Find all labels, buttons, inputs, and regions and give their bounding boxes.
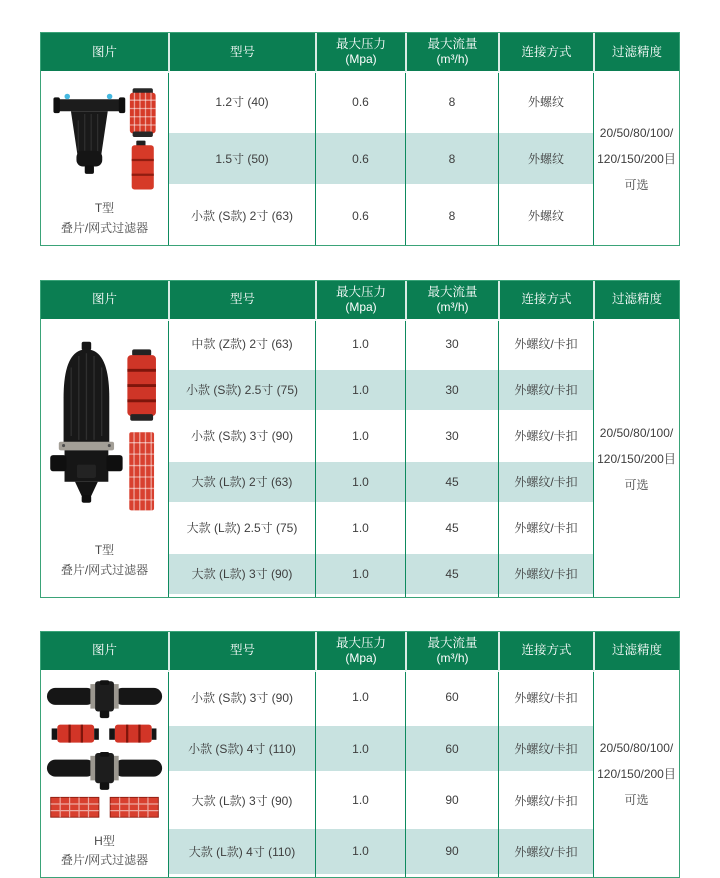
- product-name-label: 叠片/网式过滤器: [60, 853, 149, 868]
- header-cell-connection: [498, 281, 593, 321]
- table-row: [41, 321, 679, 367]
- precision-line: 120/150/200目: [597, 451, 676, 466]
- connection-cell: 外螺纹/卡扣: [498, 551, 593, 597]
- product-name-label: 叠片/网式过滤器: [60, 220, 149, 235]
- header-label: 过滤精度: [611, 643, 662, 658]
- precision-line: 120/150/200目: [597, 767, 676, 782]
- connection-cell: 外螺纹/卡扣: [498, 321, 593, 367]
- max-flow-cell: 30: [405, 367, 498, 413]
- header-label: 最大流量: [427, 37, 478, 52]
- table-row: [41, 73, 679, 130]
- connection-cell: 外螺纹/卡扣: [498, 826, 593, 877]
- max-flow-cell: 45: [405, 551, 498, 597]
- header-label: 最大流量: [427, 284, 478, 299]
- header-row: [41, 33, 679, 73]
- model-cell: 小款 (S款) 4寸 (110): [168, 723, 315, 774]
- header-cell-connection: [498, 632, 593, 672]
- spec-table-h-type: [40, 631, 680, 878]
- precision-cell: [593, 321, 679, 597]
- max-pressure-cell: 1.0: [315, 413, 405, 459]
- connection-cell: 外螺纹/卡扣: [498, 367, 593, 413]
- precision-line: 20/50/80/100/: [599, 425, 674, 440]
- header-row: [41, 632, 679, 672]
- product-caption: [61, 832, 148, 872]
- connection-cell: 外螺纹/卡扣: [498, 774, 593, 825]
- t-type-small-filter-image: [53, 79, 157, 195]
- red-disc-cartridge: [127, 349, 156, 420]
- header-cell-max-flow: [405, 33, 498, 73]
- header-cell-precision: [593, 632, 679, 672]
- header-cell-model: [168, 632, 315, 672]
- connection-cell: 外螺纹/卡扣: [498, 459, 593, 505]
- connection-cell: 外螺纹: [498, 73, 593, 130]
- header-cell-max-pressure: [315, 632, 405, 672]
- model-cell: 大款 (L款) 3寸 (90): [168, 551, 315, 597]
- header-label: 最大压力: [335, 37, 386, 52]
- model-cell: 1.2寸 (40): [168, 73, 315, 130]
- product-type-label: T型: [94, 542, 115, 557]
- header-label: 连接方式: [521, 44, 572, 59]
- header-cell-model: [168, 281, 315, 321]
- max-flow-cell: 60: [405, 723, 498, 774]
- spec-table-t-type-small: [40, 32, 680, 246]
- max-pressure-cell: 0.6: [315, 130, 405, 187]
- max-pressure-cell: 1.0: [315, 672, 405, 723]
- red-mesh-screens: [50, 797, 158, 817]
- t-type-large-filter-image: [50, 337, 160, 537]
- header-label: 连接方式: [521, 292, 572, 307]
- header-cell-image: [41, 632, 168, 672]
- header-row: [41, 281, 679, 321]
- max-pressure-cell: 0.6: [315, 187, 405, 244]
- header-unit: (m³/h): [436, 52, 469, 67]
- t-filter-large-body: [50, 342, 122, 503]
- max-flow-cell: 90: [405, 826, 498, 877]
- red-disc-cartridges: [51, 724, 156, 742]
- red-mesh-screen: [129, 432, 154, 510]
- precision-line: 可选: [624, 177, 649, 192]
- connection-cell: 外螺纹/卡扣: [498, 413, 593, 459]
- max-pressure-cell: 1.0: [315, 826, 405, 877]
- max-flow-cell: 8: [405, 73, 498, 130]
- header-cell-max-flow: [405, 281, 498, 321]
- model-cell: 大款 (L款) 2.5寸 (75): [168, 505, 315, 551]
- connection-cell: 外螺纹/卡扣: [498, 672, 593, 723]
- header-unit: (Mpa): [345, 650, 377, 665]
- product-image-cell: [41, 672, 168, 878]
- header-cell-max-flow: [405, 632, 498, 672]
- model-cell: 大款 (L款) 4寸 (110): [168, 826, 315, 877]
- h-type-filter-image: [46, 678, 164, 828]
- max-pressure-cell: 1.0: [315, 774, 405, 825]
- header-unit: (m³/h): [436, 299, 469, 314]
- header-label: 型号: [229, 44, 255, 59]
- product-name-label: 叠片/网式过滤器: [60, 562, 149, 577]
- max-pressure-cell: 1.0: [315, 723, 405, 774]
- header-unit: (Mpa): [345, 299, 377, 314]
- header-unit: (Mpa): [345, 52, 377, 67]
- header-label: 图片: [91, 643, 117, 658]
- model-cell: 小款 (S款) 3寸 (90): [168, 413, 315, 459]
- red-disc-cartridge: [131, 141, 153, 190]
- precision-line: 20/50/80/100/: [599, 125, 674, 140]
- header-cell-connection: [498, 33, 593, 73]
- header-label: 过滤精度: [611, 292, 662, 307]
- connection-cell: 外螺纹/卡扣: [498, 505, 593, 551]
- h-filter-unit-top: [46, 680, 161, 718]
- model-cell: 1.5寸 (50): [168, 130, 315, 187]
- product-image-cell: [41, 73, 168, 245]
- product-caption: [61, 199, 148, 239]
- header-cell-max-pressure: [315, 33, 405, 73]
- product-type-label: H型: [94, 833, 115, 848]
- model-cell: 中款 (Z款) 2寸 (63): [168, 321, 315, 367]
- precision-line: 20/50/80/100/: [599, 741, 674, 756]
- table-row: [41, 672, 679, 723]
- connection-cell: 外螺纹: [498, 130, 593, 187]
- header-label: 过滤精度: [611, 44, 662, 59]
- product-caption: [61, 541, 148, 581]
- max-flow-cell: 30: [405, 413, 498, 459]
- connection-cell: 外螺纹/卡扣: [498, 723, 593, 774]
- h-filter-unit-bottom: [46, 752, 161, 790]
- header-cell-image: [41, 33, 168, 73]
- red-mesh-cartridge: [129, 88, 155, 137]
- connection-cell: 外螺纹: [498, 187, 593, 244]
- precision-line: 120/150/200目: [597, 151, 676, 166]
- max-flow-cell: 45: [405, 459, 498, 505]
- max-flow-cell: 90: [405, 774, 498, 825]
- max-flow-cell: 8: [405, 130, 498, 187]
- header-label: 型号: [229, 643, 255, 658]
- header-cell-image: [41, 281, 168, 321]
- max-pressure-cell: 1.0: [315, 551, 405, 597]
- precision-cell: [593, 73, 679, 245]
- header-label: 型号: [229, 292, 255, 307]
- max-pressure-cell: 1.0: [315, 505, 405, 551]
- model-cell: 小款 (S款) 2.5寸 (75): [168, 367, 315, 413]
- header-label: 最大压力: [335, 635, 386, 650]
- max-pressure-cell: 1.0: [315, 459, 405, 505]
- header-label: 最大流量: [427, 635, 478, 650]
- max-pressure-cell: 1.0: [315, 321, 405, 367]
- model-cell: 大款 (L款) 2寸 (63): [168, 459, 315, 505]
- model-cell: 大款 (L款) 3寸 (90): [168, 774, 315, 825]
- precision-line: 可选: [624, 793, 649, 808]
- header-cell-model: [168, 33, 315, 73]
- max-pressure-cell: 0.6: [315, 73, 405, 130]
- max-flow-cell: 30: [405, 321, 498, 367]
- header-label: 图片: [91, 292, 117, 307]
- max-flow-cell: 60: [405, 672, 498, 723]
- header-cell-max-pressure: [315, 281, 405, 321]
- max-flow-cell: 8: [405, 187, 498, 244]
- header-cell-precision: [593, 33, 679, 73]
- model-cell: 小款 (S款) 3寸 (90): [168, 672, 315, 723]
- product-image-cell: [41, 321, 168, 597]
- header-label: 图片: [91, 44, 117, 59]
- header-cell-precision: [593, 281, 679, 321]
- precision-line: 可选: [624, 477, 649, 492]
- model-cell: 小款 (S款) 2寸 (63): [168, 187, 315, 244]
- spec-table-t-type-large: [40, 280, 680, 598]
- header-label: 连接方式: [521, 643, 572, 658]
- product-type-label: T型: [94, 201, 115, 215]
- precision-cell: [593, 672, 679, 878]
- header-label: 最大压力: [335, 284, 386, 299]
- t-filter-body: [53, 94, 125, 174]
- header-unit: (m³/h): [436, 650, 469, 665]
- max-pressure-cell: 1.0: [315, 367, 405, 413]
- max-flow-cell: 45: [405, 505, 498, 551]
